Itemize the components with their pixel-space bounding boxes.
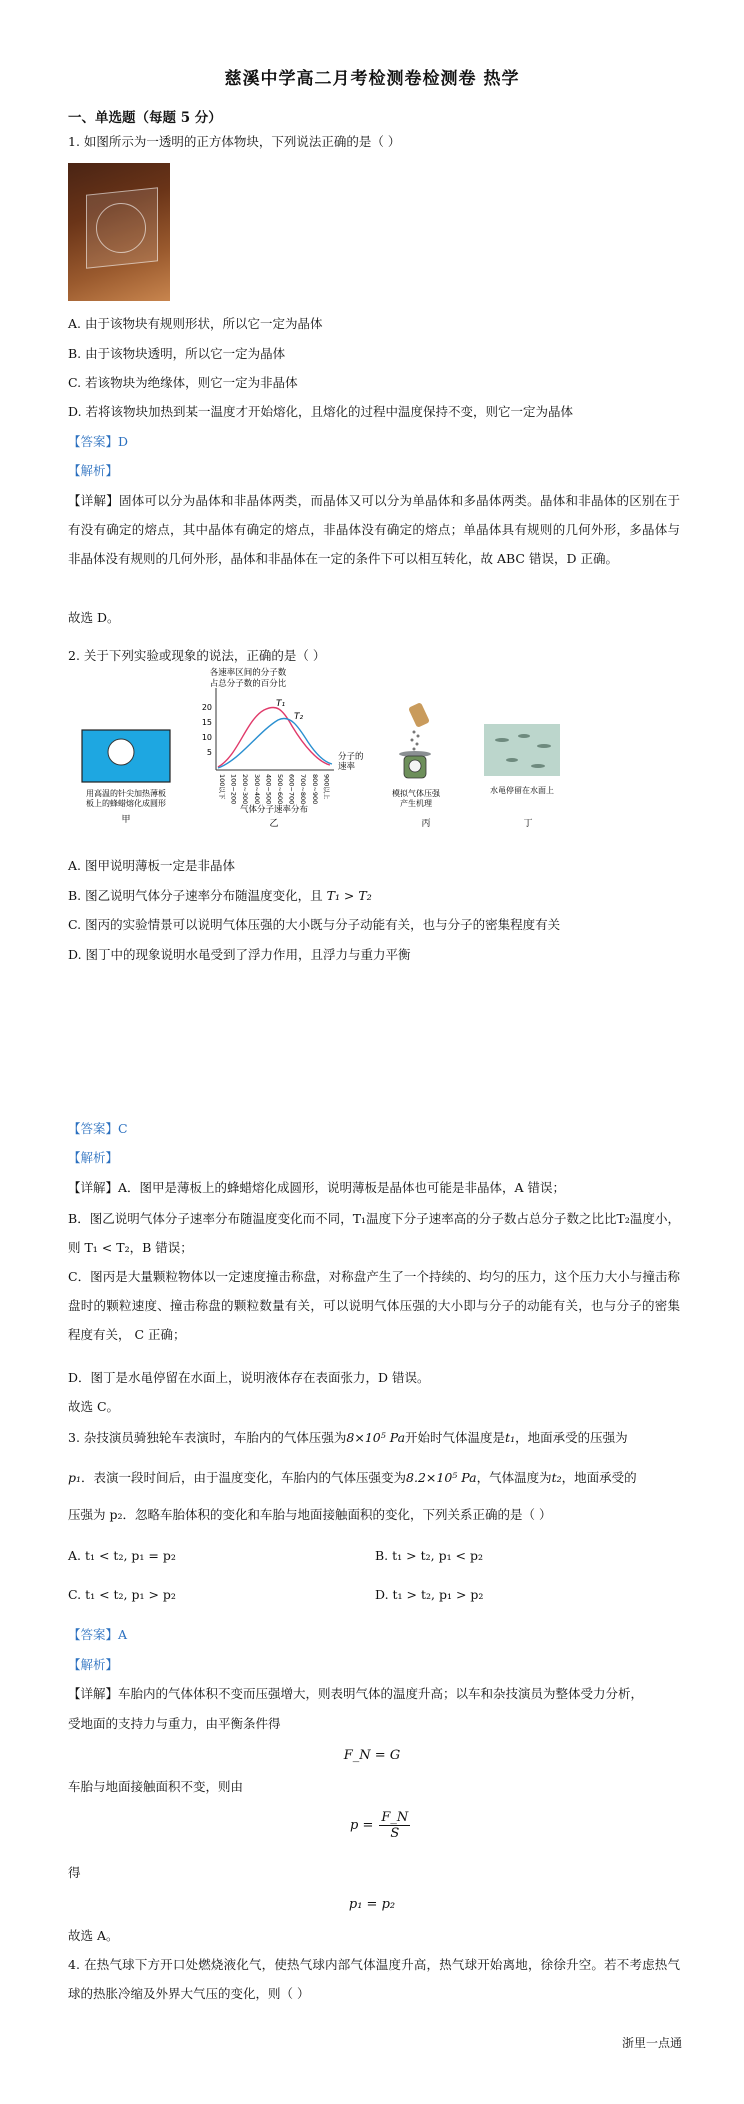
yi-curve-t2 (218, 718, 332, 768)
page-title: 慈溪中学高二月考检测卷检测卷 热学 (224, 69, 520, 89)
yi-xtick-label: 100~200 (229, 774, 238, 805)
q2-detail-d: D．图丁是水黾停留在水面上，说明液体存在表面张力，D 错误。 (68, 1370, 430, 1385)
yi-unit-1: 分子的 (338, 752, 364, 762)
q1-analysis-label: 【解析】 (68, 463, 119, 478)
q2-conclusion: 故选 C。 (68, 1399, 120, 1414)
q3-equation-3: p₁ = p₂ (348, 1897, 396, 1912)
q3-t1: t₁ (505, 1430, 516, 1445)
cube-photo (68, 163, 170, 301)
q2-option-b-math: T₁ > T₂ (326, 888, 372, 903)
q3-stem-2d: ，地面承受的 (561, 1470, 637, 1485)
q3-stem-line-2 (68, 1470, 637, 1486)
q3-eq2-lhs: p = (350, 1818, 374, 1833)
q2-option-b-text: B. 图乙说明气体分子速率分布随温度变化，且 (68, 888, 327, 903)
q3-detail-2: 受地面的支持力与重力，由平衡条件得 (68, 1716, 281, 1731)
yi-ytick-5: 5 (206, 748, 212, 757)
yi-xtick-label: 300~400 (252, 774, 261, 805)
q2-answer: 【答案】C (68, 1121, 128, 1136)
yi-xtick-label: 600~700 (287, 774, 296, 805)
q3-stem-1c: ，地面承受的压强为 (515, 1430, 628, 1445)
yi-ytick-15: 15 (201, 718, 212, 727)
yi-y-ticks (202, 703, 212, 757)
ding-water-photo (484, 724, 560, 776)
q3-pressure-2: 8.2×10⁵ Pa (406, 1470, 477, 1485)
q2-figure (68, 666, 588, 838)
q2-option-b (68, 888, 372, 904)
q3-detail-3: 车胎与地面接触面积不变，则由 (68, 1779, 244, 1794)
yi-xtick-label: 700~800 (299, 774, 308, 805)
yi-xtick-label: 400~500 (264, 774, 273, 805)
q1-conclusion: 故选 D。 (68, 610, 120, 625)
q2-stem: 2. 关于下列实验或现象的说法，正确的是（ ） (68, 648, 326, 663)
yi-xtick-label: 100以下 (218, 774, 226, 800)
q3-eq2-numerator: F_N (381, 1810, 409, 1825)
yi-caption: 气体分子速率分布 (239, 805, 309, 815)
q3-eq2-denominator: S (390, 1826, 400, 1841)
q3-stem-1a: 3. 杂技演员骑独轮车表演时，车胎内的气体压强为 (68, 1430, 347, 1445)
q1-answer: 【答案】D (68, 434, 129, 449)
jia-caption-1: 用高温的针尖加热薄板 (86, 789, 166, 798)
yi-unit-2: 速率 (338, 762, 356, 772)
q3-detail-4: 得 (68, 1865, 81, 1880)
q3-equation-2 (350, 1810, 410, 1841)
q1-option-c: C. 若该物块为绝缘体，则它一定为非晶体 (68, 375, 298, 390)
yi-xtick-label: 200~300 (241, 774, 250, 805)
yi-title-1: 各速率区间的分子数 (209, 668, 287, 678)
q3-answer: 【答案】A (68, 1627, 128, 1642)
q3-p1: p₁ (68, 1470, 82, 1485)
q1-option-a: A. 由于该物块有规则形状，所以它一定为晶体 (68, 316, 323, 331)
q3-analysis-label: 【解析】 (68, 1657, 119, 1672)
q3-option-c: C. t₁ < t₂, p₁ > p₂ (68, 1587, 176, 1602)
q3-option-a: A. t₁ < t₂, p₁ = p₂ (68, 1548, 176, 1563)
q2-detail-a: 【详解】A．图甲是薄板上的蜂蜡熔化成圆形，说明薄板是晶体也可能是非晶体，A 错误； (68, 1180, 566, 1195)
yi-xtick-label: 800~900 (310, 774, 319, 805)
q2-option-c: C. 图丙的实验情景可以说明气体压强的大小既与分子动能有关，也与分子的密集程度有关 (68, 917, 561, 932)
jia-label: 甲 (121, 815, 131, 825)
q1-detail: 【详解】固体可以分为晶体和非晶体两类，而晶体又可以分为单晶体和多晶体两类。晶体和非晶体的区别在于有没有确定的熔点，其中晶体有确定的熔点，非晶体没有确定的熔点；单晶体具有规则的几何外形，多晶体与非晶体没有规则的几何外形，晶体和非晶体在一定的条件下可以相互转化，故 ABC 错误，D 正确。 (68, 493, 680, 566)
q3-detail-1: 【详解】车胎内的气体体积不变而压强增大，则表明气体的温度升高；以车和杂技演员为整体受力分析， (68, 1686, 644, 1701)
q3-stem-1b: 开始时气体温度是 (405, 1430, 506, 1445)
q4-stem: 4. 在热气球下方开口处燃烧液化气，使热气球内部气体温度升高，热气球开始离地，徐徐升空。若不考虑热气球的热胀冷缩及外界大气压的变化，则（ ） (68, 1957, 680, 2001)
q3-eq2-fraction (379, 1810, 410, 1841)
yi-title-2: 占总分子数的百分比 (209, 679, 287, 689)
yi-xtick-label: 900以上 (322, 774, 331, 800)
q3-stem-line-1 (68, 1430, 628, 1446)
q2-option-a: A. 图甲说明薄板一定是非晶体 (68, 858, 235, 873)
yi-ytick-10: 10 (201, 733, 212, 742)
q3-stem-line-3: 压强为 p₂．忽略车胎体积的变化和车胎与地面接触面积的变化，下列关系正确的是（ ） (68, 1507, 552, 1522)
yi-label: 乙 (269, 819, 279, 829)
bing-label: 丙 (421, 819, 431, 829)
q3-conclusion: 故选 A。 (68, 1928, 119, 1943)
section-heading: 一、单选题（每题 5 分） (68, 110, 222, 126)
ding-caption: 水黾停留在水面上 (490, 786, 554, 795)
q3-t2: t₂ (551, 1470, 562, 1485)
q3-option-b: B. t₁ > t₂, p₁ < p₂ (375, 1548, 484, 1563)
bing-scale-illustration (399, 702, 431, 778)
q3-equation-1: F_N = G (343, 1748, 401, 1763)
yi-xtick-label: 500~600 (276, 774, 284, 805)
yi-t2-label: T₂ (294, 712, 304, 722)
q2-detail-b: B．图乙说明气体分子速率分布随温度变化而不同，T₁温度下分子速率高的分子数占总分子数之比比T₂温度小，则 T₁ < T₂，B 错误； (68, 1211, 680, 1255)
q1-option-d: D. 若将该物块加热到某一温度才开始熔化，且熔化的过程中温度保持不变，则它一定为晶体 (68, 404, 574, 419)
q2-option-d: D. 图丁中的现象说明水黾受到了浮力作用，且浮力与重力平衡 (68, 947, 411, 962)
ding-label: 丁 (523, 819, 533, 829)
jia-caption-2: 板上的蜂蜡熔化成圆形 (86, 799, 166, 808)
bing-caption-1: 模拟气体压强 (392, 789, 440, 798)
jia-wax-circle (108, 739, 134, 765)
q1-option-b: B. 由于该物块透明，所以它一定为晶体 (68, 346, 286, 361)
bing-caption-2: 产生机理 (400, 799, 432, 808)
q3-stem-2c: ，气体温度为 (476, 1470, 552, 1485)
q3-option-d: D. t₁ > t₂, p₁ > p₂ (375, 1587, 484, 1602)
yi-ytick-20: 20 (201, 703, 212, 712)
q2-analysis-label: 【解析】 (68, 1150, 119, 1165)
footer-brand: 浙里一点通 (621, 2036, 682, 2050)
yi-t1-label: T₁ (276, 699, 286, 709)
q3-pressure-1: 8×10⁵ Pa (346, 1430, 406, 1445)
q2-detail-c: C．图丙是大量颗粒物体以一定速度撞击称盘，对称盘产生了一个持续的、均匀的压力，这个压力大小与撞击称盘时的颗粒速度、撞击称盘的颗粒数量有关，可以说明气体压强的大小即与分子的动能有关，也与分子的密集程度有关， C 正确； (68, 1269, 680, 1342)
yi-x-ticks (218, 774, 331, 804)
q3-stem-2b: ．表演一段时间后，由于温度变化，车胎内的气体压强变为 (81, 1470, 407, 1485)
q1-stem: 1. 如图所示为一透明的正方体物块，下列说法正确的是（ ） (68, 134, 401, 149)
